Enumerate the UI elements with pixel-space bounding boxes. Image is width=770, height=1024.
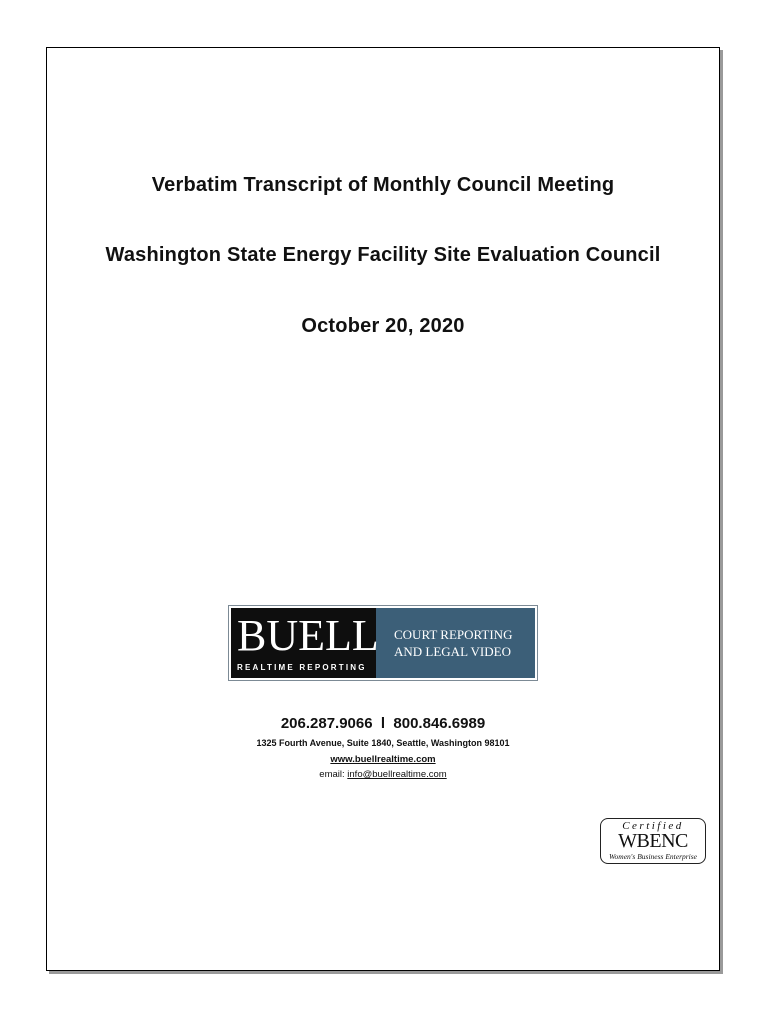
email-link[interactable]: info@buellrealtime.com xyxy=(347,769,447,780)
logo-tagline-1: COURT REPORTING xyxy=(394,627,513,642)
street-address: 1325 Fourth Avenue, Suite 1840, Seattle, Washington 98101 xyxy=(256,738,510,748)
website-link[interactable]: www.buellrealtime.com xyxy=(330,754,436,765)
badge-wbenc-text: WBENC xyxy=(618,830,688,852)
wbenc-certified-badge xyxy=(600,818,706,864)
buell-logo xyxy=(228,605,538,681)
badge-subtitle: Women's Business Enterprise xyxy=(609,852,697,861)
document-title: Verbatim Transcript of Monthly Council Meeting xyxy=(151,174,615,196)
organization-name: Washington State Energy Facility Site Evaluation Council xyxy=(105,244,661,266)
logo-wordmark: BUELL xyxy=(237,611,379,660)
email-line xyxy=(47,769,719,780)
document-page xyxy=(46,47,720,971)
phone-numbers: 206.287.9066 l 800.846.6989 xyxy=(280,715,486,732)
logo-tagline-panel xyxy=(376,608,535,678)
meeting-date: October 20, 2020 xyxy=(301,315,465,337)
badge-certified-text: Certified xyxy=(622,820,684,832)
email-label: email: xyxy=(319,769,348,780)
logo-tagline-2: AND LEGAL VIDEO xyxy=(394,644,511,659)
logo-subline: REALTIME REPORTING xyxy=(237,663,367,672)
logo-wordmark-panel xyxy=(231,608,379,678)
